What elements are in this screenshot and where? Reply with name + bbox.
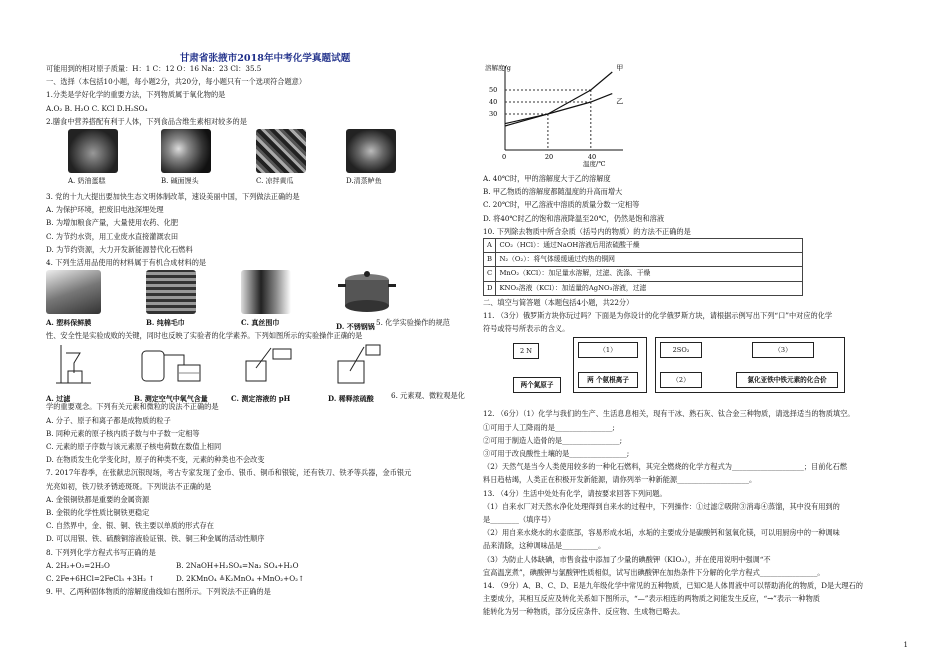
chart-xlabel: 温度/℃ [583, 160, 606, 168]
section-one-heading: 一、选择（本包括10小题，每小题2分，共20分，每小题只有一个选项符合题意） [46, 77, 307, 87]
left-column [46, 52, 471, 598]
q2-food-images [46, 129, 471, 189]
table-cell: A [484, 239, 496, 253]
food-caption: C. 凉拌黄瓜 [256, 177, 294, 186]
q13-line-5: （3）为防止人体缺碘，市售食盐中添加了少量的碘酸钾（KIO₃），并在使用说明中强调“不 [483, 554, 771, 564]
x-tick-label: 20 [544, 153, 554, 161]
q13-line-2: 是________（填序号） [483, 515, 555, 525]
operation-caption: C. 测定溶液的 pH [231, 393, 291, 403]
page-title: 甘肃省张掖市2018年中考化学真题试题 [179, 53, 351, 64]
table-cell: KNO₃溶液（KCl）：加适量的AgNO₃溶液，过滤 [496, 281, 803, 295]
table-row [484, 281, 803, 295]
q5-stem: 性、安全性是实验成败的关键，同时也反映了实验者的化学素养。下列如图所示的实验操作正确的是 [46, 331, 363, 341]
q4-material-images [46, 270, 471, 332]
dilution-image [328, 343, 388, 404]
right-column [483, 62, 913, 619]
table-cell: D [484, 281, 496, 295]
section-two-heading: 二、填空与简答题（本题包括4小题，共22分） [483, 297, 634, 307]
q6-option-b: B. 同种元素的原子核内质子数与中子数一定相等 [46, 428, 200, 438]
table-row [484, 267, 803, 281]
q11-stem: 11. （3分）俄罗斯方块你玩过吗？下面是为你设计的化学俄罗斯方块，请根据示例写出下列“口”中对应的化学 [483, 311, 833, 321]
table-cell: N₂（O₂）：将气体缓缓通过灼热的铜网 [496, 253, 803, 267]
series-line-0 [505, 72, 612, 126]
q8-options-cd [46, 572, 471, 585]
material-caption: C. 真丝围巾 [241, 318, 280, 328]
block-2n-caption: 两个氮原子 [513, 377, 561, 393]
fish-image [346, 129, 396, 188]
q6-stem: 学的重要观念。下列有关元素和微粒的说法不正确的是 [46, 402, 219, 412]
solubility-chart-svg [483, 62, 633, 172]
food-caption: A. 奶油蛋糕 [68, 177, 106, 186]
block-group-2 [655, 337, 845, 393]
q7-option-a: A. 金银铜铁都是重要的金属资源 [46, 494, 150, 504]
q12-line-2: ②可用于制造人造骨的是________________; [483, 435, 622, 445]
q9-option-c: C. 20℃时，甲乙溶液中溶质的质量分数一定相等 [483, 200, 640, 210]
q7-stem: 7. 2017年春季，在张献忠沉银现场，考古专家发现了金币、银币、铜币和银锭，还有铁刀、铁矛等兵器，金币银元 [46, 468, 412, 478]
q8-option-a: A. 2H₂+O₂=2H₂O [46, 560, 110, 570]
q3-option-a: A. 为保护环境，把废旧电池深埋处理 [46, 205, 164, 215]
table-cell: C [484, 267, 496, 281]
q12-line-5: 料日趋枯竭，人类正在积极开发新能源，请你列举一种新能源____________________。 [483, 475, 757, 485]
y-tick-label: 30 [489, 110, 498, 118]
block-group-1 [573, 337, 647, 393]
material-caption: A. 塑料保鲜膜 [46, 318, 92, 328]
q12-line-1: ①可用于人工降雨的是________________; [483, 422, 615, 432]
q8-option-c: C. 2Fe+6HCl=2FeCl₃ +3H₂ ↑ [46, 574, 155, 584]
chart-ylabel: 溶解度/g [485, 64, 511, 72]
filtration-image [46, 343, 106, 404]
q8-option-b: B. 2NaOH+H₂SO₄=Na₂ SO₄+H₂O [176, 560, 299, 570]
q3-stem: 3. 党的十九大提出要加快生态文明体制改革，速设美丽中国，下列做法正确的是 [46, 192, 300, 202]
q13-line-3: （2）用自来水烧水的水壶底部，容易形成水垢，水垢的主要成分是碳酸钙和氢氧化镁，可以用厨房中的一种调味 [483, 528, 840, 538]
q1-options: A.O₂ B. H₂O C. KCl D.H₂SO₄ [46, 103, 148, 113]
q7-option-d: D. 可以用银、铁、硫酸铜溶液验证银、铁、铜三种金属的活动性顺序 [46, 534, 265, 544]
q5-stem-start: 5. 化学实验操作的规范 [376, 318, 450, 328]
q3-option-d: D. 为节约资源，大力开发新能源替代化石燃料 [46, 244, 193, 254]
q2-stem: 2.膳食中营养搭配有利于人体，下列食品含维生素相对较多的是 [46, 116, 247, 126]
series-label: 甲 [616, 64, 624, 72]
table-cell: MnO₂（KCl）：加足量水溶解，过滤、洗涤、干燥 [496, 267, 803, 281]
plastic-wrap-image [46, 270, 101, 329]
block-1-blank: （1） [578, 342, 638, 358]
oxygen-test-image [134, 343, 214, 404]
table-row [484, 239, 803, 253]
page-number: 1 [903, 641, 908, 649]
table-row [484, 253, 803, 267]
ph-test-image [231, 343, 301, 404]
x-tick-label: 40 [587, 153, 597, 161]
q6-stem-start: 6. 元素观、微粒观是化 [391, 391, 465, 401]
cucumber-image [256, 129, 306, 188]
material-caption: B. 纯棉毛巾 [146, 318, 185, 328]
operation-caption: B. 测定空气中氧气含量 [134, 393, 208, 403]
q3-option-b: B. 为增加粮食产量，大量使用农药、化肥 [46, 218, 179, 228]
q9-option-a: A. 40℃时，甲的溶解度大于乙的溶解度 [483, 174, 611, 183]
q9-option-d: D. 将40℃时乙的饱和溶液降温至20℃，仍然是饱和溶液 [483, 213, 665, 223]
q7-option-c: C. 自然界中，金、银、铜、铁主要以单质的形式存在 [46, 521, 214, 531]
block-2-blank: （2） [660, 372, 702, 388]
q6-option-d: D. 在物质发生化学变化时，原子的种类不变，元素的种类也不会改变 [46, 455, 265, 465]
q14-stem: 14. （9分）A、B、C、D、E是九年级化学中常见的五种物质，已知C是人体胃液中可以帮助消化的物质，D是大理石的 [483, 581, 863, 591]
q13-line-6: 宜高温烹煮”，碘酸钾与氯酸钾性质相似，试写出碘酸钾在加热条件下分解的化学方程式________________。 [483, 567, 825, 577]
q7-stem-cont: 光亮如初，铁刀铁矛锈迹斑斑。下列说法不正确的是 [46, 481, 212, 491]
q5-operation-images [46, 343, 471, 403]
q7-option-b: B. 金银的化学性质比铜铁更稳定 [46, 508, 150, 518]
operation-caption: D. 稀释浓硫酸 [328, 393, 374, 403]
q13-line-1: （1）自来水厂对天然水净化处理得到自来水的过程中，下列操作：①过滤②吸附③消毒④蒸馏，其中没有用到的 [483, 501, 840, 511]
q6-option-c: C. 元素的原子序数与该元素原子核电荷数在数值上相同 [46, 442, 222, 452]
q1-stem: 1.分类是学好化学的重要方法，下列物质属于氧化物的是 [46, 90, 226, 100]
q13-line-4: 品来清除，这种调味品是__________。 [483, 541, 606, 551]
q13-stem: 13. （4分）生活中处处有化学，请按要求回答下列问题。 [483, 488, 667, 498]
q12-line-4: （2）天然气是当今人类使用较多的一种化石燃料，其完全燃烧的化学方程式为____________________；目前化石燃 [483, 462, 847, 472]
block-1-caption: 两 个氨根离子 [578, 372, 638, 388]
q10-table [483, 238, 803, 296]
scarf-image [241, 270, 291, 329]
q6-option-a: A. 分子、原子和离子都是成物质的粒子 [46, 415, 171, 425]
block-3-caption: 氯化亚铁中铁元素的化合价 [736, 372, 838, 388]
block-2so2: 2SO₂ [660, 342, 702, 358]
q4-stem: 4. 下列生活用品使用的材料属于有机合成材料的是 [46, 258, 207, 268]
block-3-blank: （3） [752, 342, 814, 358]
x-tick-label: 0 [502, 153, 507, 161]
bun-image [161, 129, 211, 188]
y-tick-label: 40 [489, 98, 498, 106]
series-label: 乙 [616, 97, 624, 106]
q9-option-b: B. 甲乙物质的溶解度都随温度的升高而增大 [483, 187, 623, 197]
q8-options-ab [46, 559, 471, 572]
solubility-chart [483, 62, 633, 172]
q8-option-d: D. 2KMnO₄ ≜K₂MnO₄ +MnO₂+O₂↑ [176, 574, 304, 584]
operation-caption: A. 过滤 [46, 393, 71, 403]
tetris-diagram [513, 337, 843, 405]
food-caption: B. 碱面馒头 [161, 177, 199, 186]
q8-stem: 8. 下列列化学方程式书写正确的是 [46, 547, 156, 557]
block-2n: 2 N [513, 343, 539, 359]
q12-line-3: ③可用于改良酸性土壤的是________________; [483, 449, 630, 459]
table-cell: B [484, 253, 496, 267]
q10-stem: 10. 下列除去物质中所含杂质（括号内的物质）的方法不正确的是 [483, 226, 691, 236]
food-caption: D.清蒸鲈鱼 [346, 177, 382, 186]
q14-line-3: 能转化为另一种物质，部分反应条件、反应物、生成物已略去。 [483, 607, 685, 617]
q3-option-c: C. 为节约水资，用工业废水直接灌溉农田 [46, 231, 179, 241]
q14-line-2: 主要成分，其相互反应及转化关系如下图所示，“—”表示相连的两物质之间能发生反应，“→”表示一种物质 [483, 594, 820, 604]
q11-stem-cont: 符号或符号所表示的含义。 [483, 324, 570, 334]
towel-image [146, 270, 196, 329]
table-cell: CO₂（HCl）：通过NaOH溶液后用浓硫酸干燥 [496, 239, 803, 253]
material-caption: D. 不锈钢锅 [336, 322, 375, 332]
cake-image [68, 129, 118, 188]
q9-stem: 9. 甲、乙两种固体物质的溶解度曲线如右图所示。下列说法不正确的是 [46, 587, 271, 597]
y-tick-label: 50 [489, 86, 498, 94]
q12-stem: 12. （6分）（1）化学与我们的生产、生活息息相关，现有干冰、熟石灰、钛合金三种物质，请选择适当的物质填空。 [483, 409, 855, 419]
atomic-masses: 可能用到的相对原子质量：H：1 C：12 O：16 Na：23 Cl：35.5 [46, 64, 262, 73]
